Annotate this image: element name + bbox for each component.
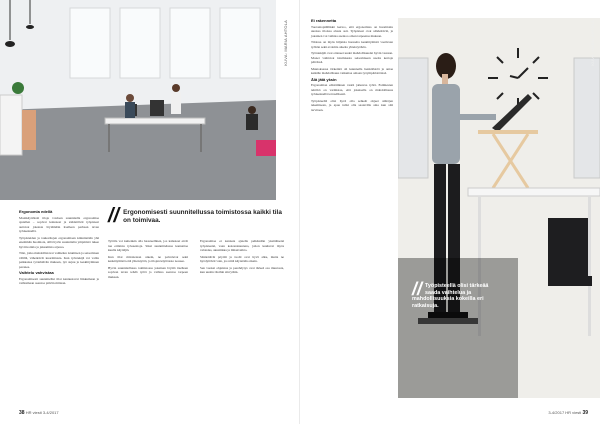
folio	[19, 410, 59, 416]
text-column-1	[19, 209, 99, 288]
section-heading: Vaihtelu vahvistaa	[19, 270, 54, 275]
right-page	[300, 0, 600, 424]
paragraph: Kun tilat mitoitetaan oikein, ne palvelevat sekä keskittymistä että yhteistyötä, ja tilojen käyttöaste nousee.	[108, 254, 188, 263]
photo-credit: KUVA: MARIA AHTOLA	[283, 20, 288, 66]
paragraph: Ergonomian edistäminen vaatii jatkuvaa työtä. Esimiesten tehtävä on varmistaa, että jokaisella on mahdollisuus työskennellä terveellisesti.	[311, 83, 393, 96]
paragraph: Työpisteellä olisi hyvä olla selkeät ohjeet säätöjen tekemiseen, ja apua tulisi olla saatavilla aina kun sitä tarvitaan.	[311, 98, 393, 112]
section-heading: Älä jätä yksin	[311, 76, 337, 82]
paragraph: Ergonomisesti suunnitellut tilat kannustavat liikkumaan ja vaihtamaan asentoa päivän mittaan.	[19, 276, 99, 285]
paragraph: Tilat, jotka mahdollistavat vaihtelun istumisen ja seisomisen välillä, vähentävät kuormitusta. Kun työntekijä voi valita paikkansa työtehtävän mukaan, työ sujuu ja keskittyminen paranee.	[19, 251, 99, 269]
folio	[548, 410, 588, 416]
pull-quote-text: Ergonomisesti suunnitellussa toimistossa kaikki tila on toimivaa.	[123, 209, 282, 224]
magazine-name: HR viesti	[565, 410, 582, 415]
paragraph: Säädettävät pöydät ja tuolit ovat hyvä alku, mutta ne hyödyttävät vain, jos niitä käytetään oikein.	[200, 254, 284, 263]
text-column-3	[200, 239, 284, 277]
paragraph: Tuotantopäällikkö kertoo, että ergonomiaa on huomioitu uusissa tiloissa alusta asti. Työpisteet ovat säädettäviä, ja jokainen voi vaihtaa asentoa oman tarpeensa mukaan.	[311, 24, 393, 38]
pull-quote	[108, 205, 288, 227]
pull-quote	[412, 279, 492, 309]
paragraph: Työtila voi kuitenkin olla haasteellinen, jos kalusteet eivät tue erilaisia työasentoja. Siksi suunnittelussa kannattaa kuulla käyttäjiä.	[108, 239, 188, 252]
paragraph: Hyvin suunnitellussa toimistossa jokainen löytää itselleen sopivan tavan tehdä työtä ja vaihtaa asentoa tarpeen mukaan.	[108, 265, 188, 279]
office-illustration	[0, 0, 276, 200]
paragraph: Tiloissa on myös hiljaisia huoneita keskittymistä vaativaan työhön sekä avoimia alueita yhteistyöhön.	[311, 40, 393, 49]
paragraph: Ergonomiaa ei kannata ajatella pelkästään yksittäisenä työpisteenä, vaan kokonaisuutena, johon kuuluvat myös valaistus, akustiikka ja ilmanvaihto.	[200, 239, 284, 252]
text-column-2	[108, 239, 188, 281]
paragraph: Työpisteiden ja taukotilojen ergonomiaan kiinnitetään yhä enemmän huomiota, sillä hyvin suunniteltu ympäristö tukee hyvinvointia ja jaksamista arjessa.	[19, 235, 99, 249]
page-number: 39	[582, 410, 588, 416]
paragraph: Sen vuoksi ohjeistus ja perehdytys ovat tärkeä osa muutosta, kun uusiin tiloihin siirrytään.	[200, 265, 284, 274]
section-heading: Ergonomia edellä	[19, 209, 53, 214]
text-column-4	[311, 18, 393, 114]
magazine-name: HR viesti	[25, 410, 42, 415]
paragraph: Muutoksessa tärkeintä oli kuunnella henkilöstöä ja antaa kaikille mahdollisuus vaikuttaa omaan työympäristöönsä.	[311, 66, 393, 75]
office-photo	[0, 0, 276, 200]
paragraph: Työntekijät ovat ottaneet uudet mahdollisuudet hyvin vastaan. Monet vaihtavat istumisesta seisomiseen useita kertoja päivässä.	[311, 51, 393, 64]
issue-number: 3-4/2017	[548, 410, 565, 415]
pull-quote-text: Työpisteellä olisi tärkeää saada vaihtelua ja mahdollisuuksia kokeilla eri ratkaisuja.	[412, 283, 489, 309]
standing-desk-illustration	[398, 18, 600, 398]
photo-credit: KUVA: MARIA AHTOLA	[590, 20, 595, 66]
quote-marks-icon: //	[412, 279, 423, 299]
issue-number: 3-4/2017	[42, 410, 59, 415]
paragraph: Monikäyttöisiä tiloja voidaan suunnitella ergonomiaa ajatellen – sopivat kalusteet ja säädettävät työpisteet auttavat jokaista löytämään itselleen parhaan tavan työskennellä.	[19, 215, 99, 233]
standing-desk-photo	[398, 18, 600, 398]
section-heading: Ei rakennetta	[311, 18, 337, 23]
page-number: 38	[19, 410, 25, 416]
quote-marks-icon: //	[108, 205, 120, 227]
